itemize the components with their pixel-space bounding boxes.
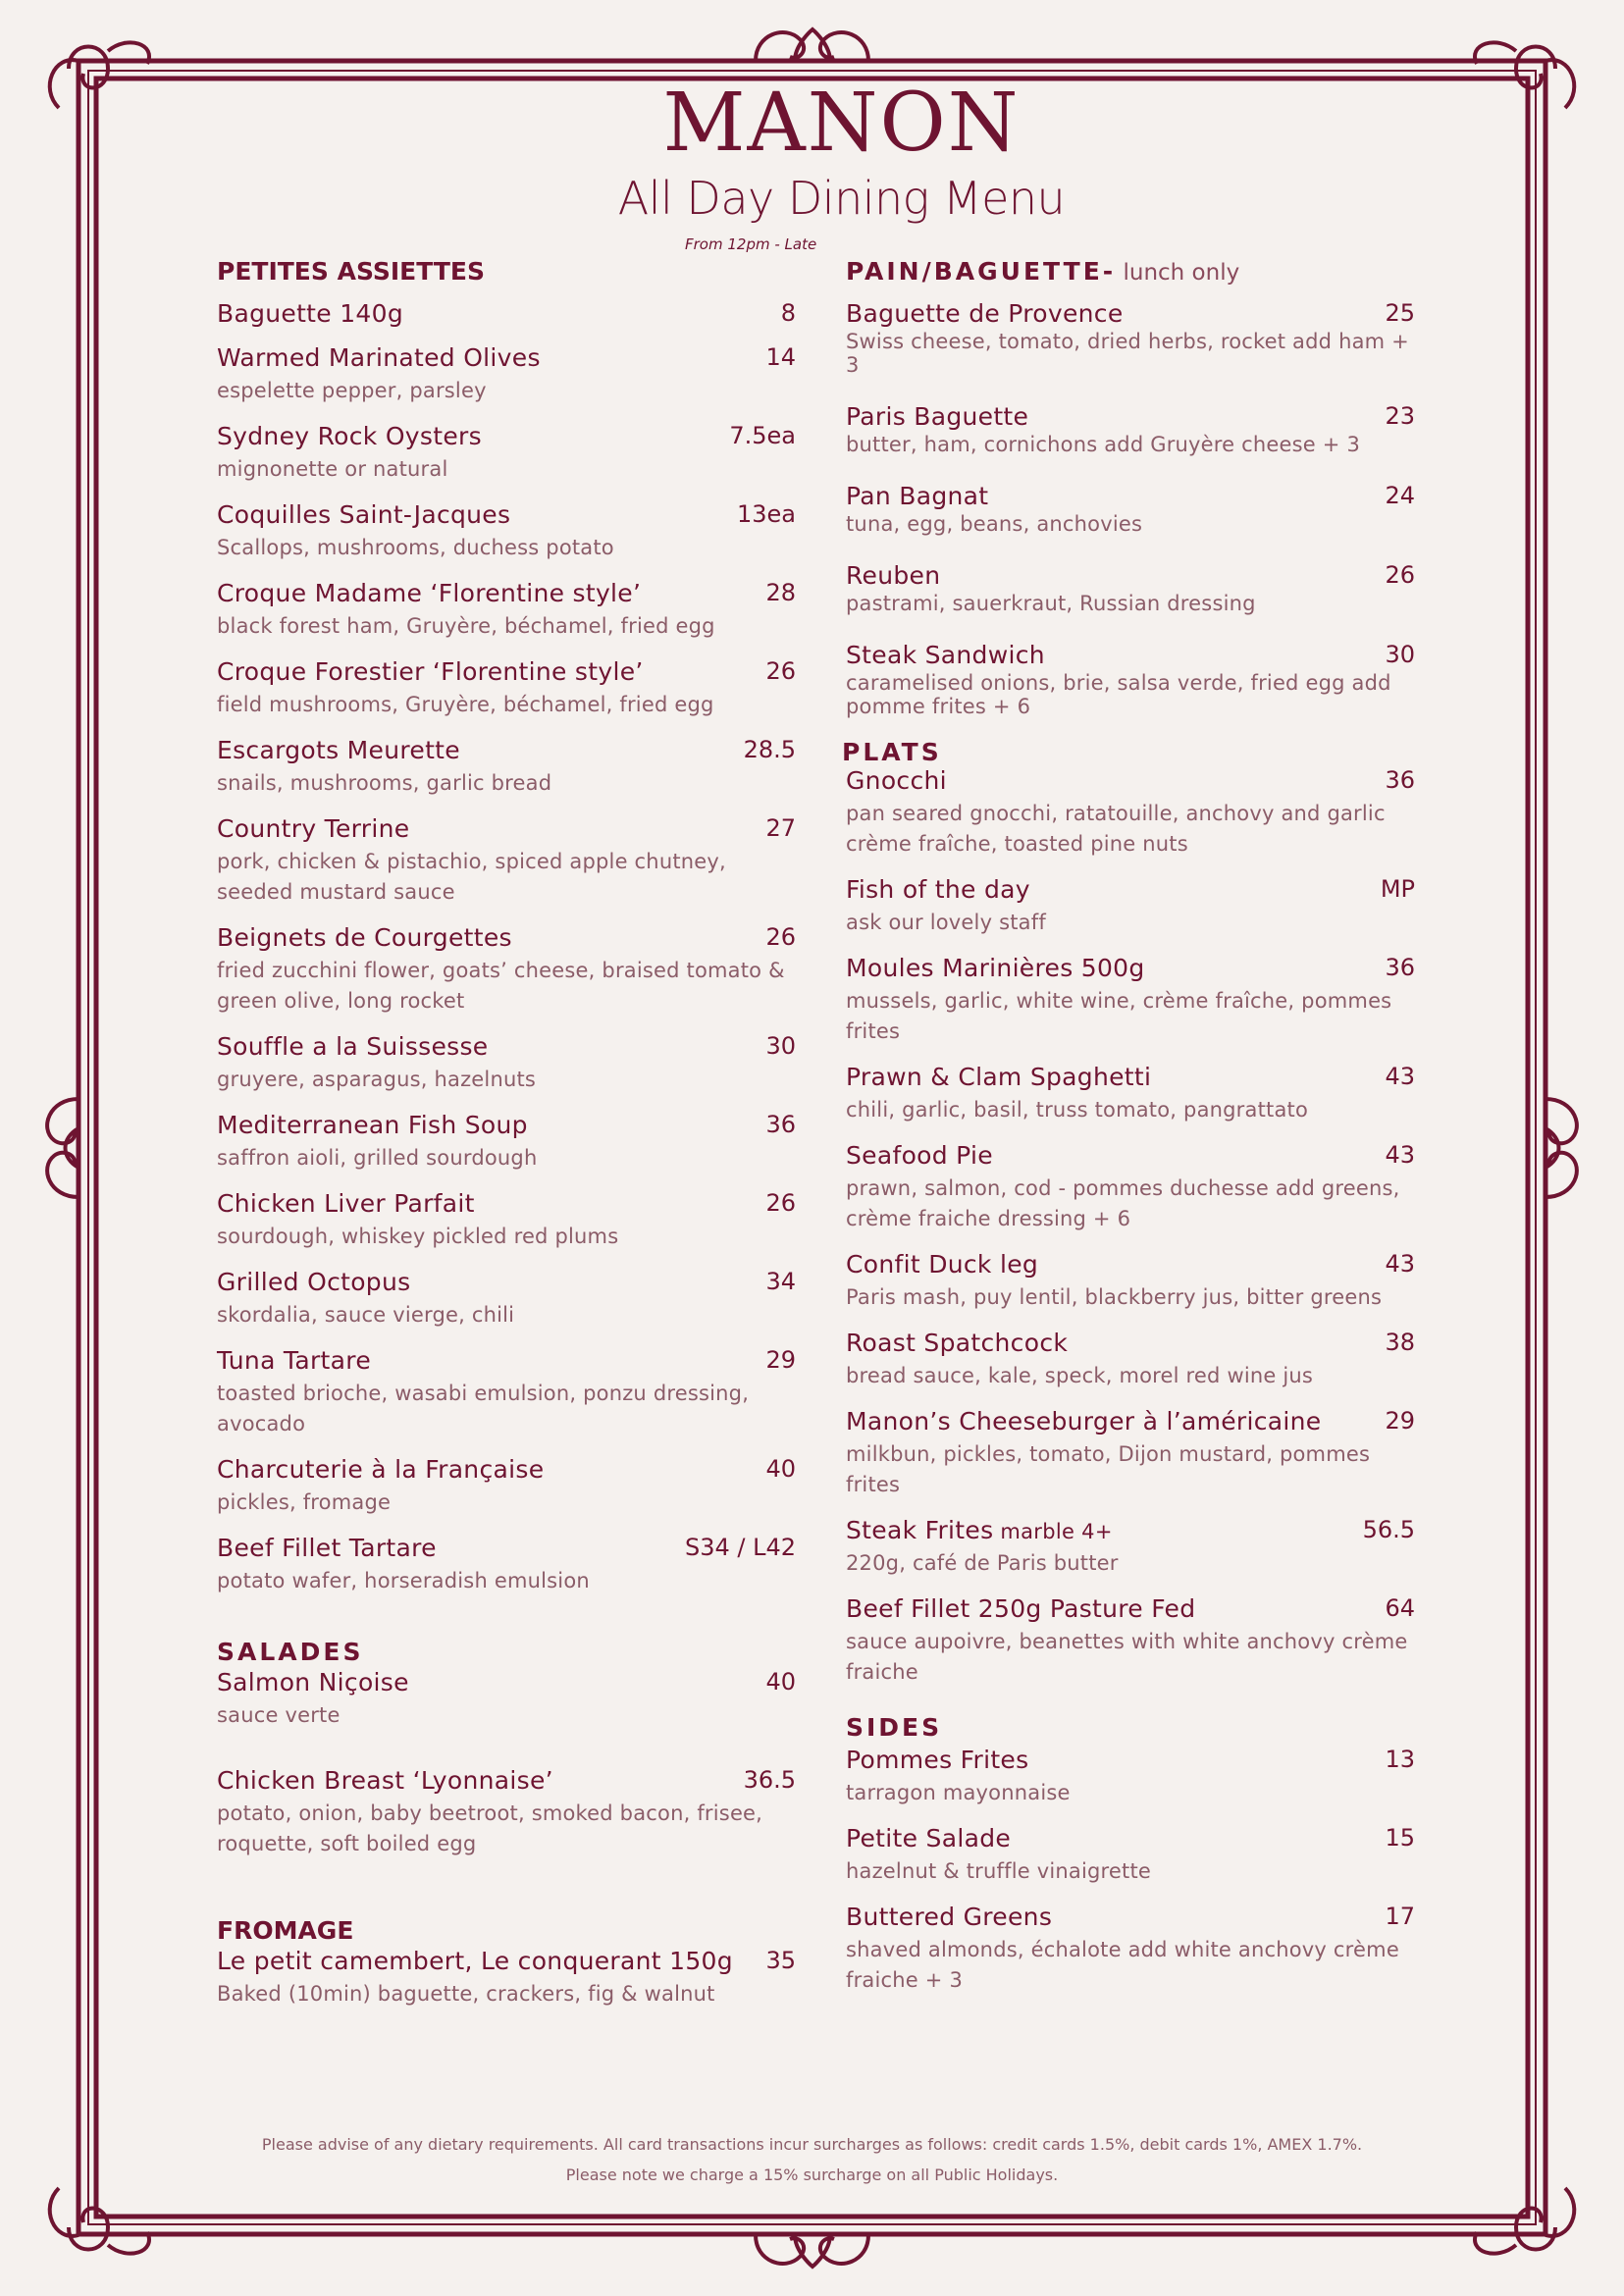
menu-item-name: Coquilles Saint-Jacques xyxy=(217,500,511,529)
menu-item-price: 8 xyxy=(780,299,796,327)
menu-item-name: Steak Frites marble 4+ xyxy=(846,1516,1113,1544)
menu-item-row xyxy=(846,641,1415,669)
menu-item-price: 15 xyxy=(1385,1824,1415,1852)
menu-item-row xyxy=(846,1746,1415,1774)
menu-item-row xyxy=(217,814,796,843)
menu-item-price: 7.5ea xyxy=(729,422,796,449)
menu-item-price: 29 xyxy=(765,1346,796,1374)
menu-item-row xyxy=(217,500,796,529)
menu-item-description: 220g, café de Paris butter xyxy=(846,1551,1119,1575)
menu-item-row xyxy=(846,875,1415,904)
menu-item-name: Manon’s Cheeseburger à l’américaine xyxy=(846,1407,1322,1435)
section-title-plats: PLATS xyxy=(842,738,942,766)
menu-item-name: Petite Salade xyxy=(846,1824,1012,1852)
menu-item-description: chili, garlic, basil, truss tomato, pangrattato xyxy=(846,1098,1308,1122)
menu-item xyxy=(846,1746,1415,1808)
menu-item-price: 26 xyxy=(765,657,796,685)
menu-item xyxy=(846,875,1415,938)
menu-item xyxy=(217,299,796,328)
menu-item-description: shaved almonds, échalote add white anchovy crème fraiche + 3 xyxy=(846,1938,1399,1992)
menu-item-row xyxy=(217,1346,796,1375)
menu-item xyxy=(217,1189,796,1252)
menu-header xyxy=(0,77,1624,225)
menu-item xyxy=(846,402,1415,456)
menu-item-name: Beef Fillet 250g Pasture Fed xyxy=(846,1594,1196,1623)
menu-item xyxy=(217,923,796,1017)
menu-item-row xyxy=(217,1111,796,1139)
menu-item xyxy=(217,579,796,642)
menu-item-description: pastrami, sauerkraut, Russian dressing xyxy=(846,592,1256,615)
menu-item-price: 43 xyxy=(1385,1250,1415,1278)
pain-baguette-list xyxy=(846,299,1415,718)
menu-item-name: Fish of the day xyxy=(846,875,1030,904)
menu-item-description: milkbun, pickles, tomato, Dijon mustard, pommes frites xyxy=(846,1442,1371,1496)
menu-item-description: ask our lovely staff xyxy=(846,911,1046,934)
menu-item-price: 43 xyxy=(1385,1141,1415,1169)
menu-item-description: espelette pepper, parsley xyxy=(217,379,487,402)
menu-item xyxy=(846,299,1415,377)
menu-item-price: 26 xyxy=(765,923,796,951)
menu-item-row xyxy=(846,1329,1415,1357)
menu-item-name: Chicken Breast ‘Lyonnaise’ xyxy=(217,1766,553,1795)
menu-item-row xyxy=(217,299,796,328)
menu-item-name: Pommes Frites xyxy=(846,1746,1029,1774)
menu-item xyxy=(846,1141,1415,1234)
menu-item-price: 38 xyxy=(1385,1329,1415,1356)
menu-item-name: Prawn & Clam Spaghetti xyxy=(846,1063,1152,1091)
menu-item-price: 23 xyxy=(1385,402,1415,430)
menu-item-description: field mushrooms, Gruyère, béchamel, fried egg xyxy=(217,693,714,716)
menu-item xyxy=(846,1903,1415,1996)
menu-item-price: 35 xyxy=(765,1947,796,1974)
menu-item-name: Mediterranean Fish Soup xyxy=(217,1111,528,1139)
right-column xyxy=(842,257,1415,2011)
section-title-sides: SIDES xyxy=(846,1713,943,1742)
menu-item xyxy=(217,814,796,908)
menu-item-price: 34 xyxy=(765,1268,796,1295)
brand-logo: MANON xyxy=(662,77,1021,170)
menu-item-description: pork, chicken & pistachio, spiced apple chutney, seeded mustard sauce xyxy=(217,850,726,904)
menu-item-price: 36 xyxy=(765,1111,796,1138)
menu-subtitle: All Day Dining Menu xyxy=(617,172,1066,225)
menu-item xyxy=(846,1407,1415,1500)
menu-item-row xyxy=(217,657,796,686)
menu-item-price: 30 xyxy=(1385,641,1415,668)
menu-item-row xyxy=(846,1824,1415,1852)
menu-item-name: Chicken Liver Parfait xyxy=(217,1189,475,1218)
section-title-fromage: FROMAGE xyxy=(217,1916,354,1945)
menu-item-price: 40 xyxy=(765,1455,796,1483)
menu-item-price: 26 xyxy=(765,1189,796,1217)
menu-item xyxy=(846,1329,1415,1391)
menu-item-row xyxy=(217,1455,796,1484)
menu-item-name: Warmed Marinated Olives xyxy=(217,343,541,372)
menu-item-row xyxy=(846,954,1415,982)
menu-item-price: 40 xyxy=(765,1668,796,1696)
menu-item-name: Charcuterie à la Française xyxy=(217,1455,545,1484)
menu-item xyxy=(217,1268,796,1331)
service-hours: From 12pm - Late xyxy=(685,235,817,253)
menu-item xyxy=(846,1824,1415,1887)
menu-item-extra: marble 4+ xyxy=(993,1520,1113,1543)
menu-item xyxy=(846,954,1415,1047)
menu-item-row xyxy=(846,1063,1415,1091)
menu-item-name: Grilled Octopus xyxy=(217,1268,411,1296)
menu-item xyxy=(846,766,1415,860)
menu-item-price: 56.5 xyxy=(1362,1516,1415,1543)
menu-item-description: sauce aupoivre, beanettes with white anchovy crème fraiche xyxy=(846,1630,1408,1684)
menu-item-name: Le petit camembert, Le conquerant 150g xyxy=(217,1947,733,1975)
menu-item-price: 36.5 xyxy=(743,1766,796,1794)
menu-item xyxy=(217,1111,796,1174)
menu-item-name: Beignets de Courgettes xyxy=(217,923,512,952)
menu-item-description: Scallops, mushrooms, duchess potato xyxy=(217,536,614,559)
menu-footer xyxy=(0,2129,1624,2190)
menu-item-price: 36 xyxy=(1385,766,1415,794)
menu-item xyxy=(217,1668,796,1731)
menu-item xyxy=(217,657,796,720)
section-title-petites-assiettes: PETITES ASSIETTES xyxy=(217,257,485,286)
menu-item-row xyxy=(217,422,796,450)
menu-item-name: Moules Marinières 500g xyxy=(846,954,1145,982)
menu-item-row xyxy=(217,1766,796,1795)
menu-item-row xyxy=(217,1189,796,1218)
menu-item-name: Souffle a la Suissesse xyxy=(217,1032,489,1061)
menu-item-name: Steak Sandwich xyxy=(846,641,1045,669)
menu-item-description: toasted brioche, wasabi emulsion, ponzu dressing, avocado xyxy=(217,1382,750,1435)
menu-item xyxy=(217,500,796,563)
menu-item-description: sourdough, whiskey pickled red plums xyxy=(217,1225,619,1248)
menu-item-description: prawn, salmon, cod - pommes duchesse add greens, crème fraiche dressing + 6 xyxy=(846,1176,1400,1230)
menu-item-row xyxy=(217,1668,796,1696)
sides-list xyxy=(846,1746,1415,1996)
menu-item-price: 29 xyxy=(1385,1407,1415,1435)
menu-item-price: 43 xyxy=(1385,1063,1415,1090)
menu-item-description: Paris mash, puy lentil, blackberry jus, bitter greens xyxy=(846,1285,1383,1309)
menu-item-price: 36 xyxy=(1385,954,1415,981)
menu-item-price: 28.5 xyxy=(743,736,796,763)
menu-item-description: black forest ham, Gruyère, béchamel, fried egg xyxy=(217,614,715,638)
menu-item xyxy=(217,1346,796,1439)
menu-item-description: potato, onion, baby beetroot, smoked bacon, frisee, roquette, soft boiled egg xyxy=(217,1801,763,1855)
lunch-only-note: lunch only xyxy=(1116,260,1240,286)
menu-item-row xyxy=(217,736,796,764)
menu-item-name: Roast Spatchcock xyxy=(846,1329,1069,1357)
menu-item-row xyxy=(846,1141,1415,1170)
menu-item xyxy=(217,422,796,485)
pain-baguette-title: PAIN/BAGUETTE- xyxy=(846,257,1117,286)
holiday-surcharge-note: Please note we charge a 15% surcharge on all Public Holidays. xyxy=(565,2166,1059,2184)
menu-item-name: Reuben xyxy=(846,561,941,590)
menu-item-description: fried zucchini flower, goats’ cheese, braised tomato & green olive, long rocket xyxy=(217,959,785,1013)
left-column xyxy=(217,257,796,2025)
menu-item-row xyxy=(846,1594,1415,1623)
menu-item-name: Confit Duck leg xyxy=(846,1250,1039,1278)
menu-item-description: bread sauce, kale, speck, morel red wine jus xyxy=(846,1364,1314,1387)
menu-item-description: pickles, fromage xyxy=(217,1490,392,1514)
menu-item-price: 13ea xyxy=(736,500,796,528)
menu-item-description: Swiss cheese, tomato, dried herbs, rocket add ham + 3 xyxy=(846,330,1409,377)
surcharge-note: Please advise of any dietary requirements. All card transactions incur surcharges as follows: credit cards 1.5%, debit cards 1%, AMEX 1.7%. xyxy=(261,2135,1363,2154)
menu-item-row xyxy=(846,1516,1415,1544)
menu-item-price: MP xyxy=(1380,875,1415,903)
menu-item-name: Seafood Pie xyxy=(846,1141,993,1170)
menu-item-description: potato wafer, horseradish emulsion xyxy=(217,1569,590,1592)
menu-item-description: hazelnut & truffle vinaigrette xyxy=(846,1859,1152,1883)
menu-item-name: Gnocchi xyxy=(846,766,947,795)
menu-item-row xyxy=(846,561,1415,590)
salades-list xyxy=(217,1668,796,1859)
menu-item-name: Buttered Greens xyxy=(846,1903,1053,1931)
menu-item-description: tuna, egg, beans, anchovies xyxy=(846,512,1143,536)
menu-item-name: Paris Baguette xyxy=(846,402,1029,431)
section-title-pain-baguette xyxy=(846,257,1415,286)
menu-item-price: 27 xyxy=(765,814,796,842)
menu-item xyxy=(846,1250,1415,1313)
menu-item-description: sauce verte xyxy=(217,1703,341,1727)
menu-item-description: caramelised onions, brie, salsa verde, fried egg add pomme frites + 6 xyxy=(846,671,1391,718)
petites-assiettes-list xyxy=(217,299,796,1596)
menu-item-row xyxy=(846,766,1415,795)
menu-item-price: 14 xyxy=(765,343,796,371)
menu-item-description: skordalia, sauce vierge, chili xyxy=(217,1303,515,1327)
menu-item xyxy=(846,1516,1415,1579)
menu-item-price: 64 xyxy=(1385,1594,1415,1622)
menu-item-row xyxy=(846,1250,1415,1278)
menu-item-description: pan seared gnocchi, ratatouille, anchovy and garlic crème fraîche, toasted pine nuts xyxy=(846,802,1386,856)
menu-item xyxy=(217,1534,796,1596)
menu-item-price: 13 xyxy=(1385,1746,1415,1773)
menu-item-row xyxy=(217,1268,796,1296)
menu-item-row xyxy=(217,579,796,607)
menu-item-description: snails, mushrooms, garlic bread xyxy=(217,771,552,795)
menu-item xyxy=(217,736,796,799)
menu-item-name: Pan Bagnat xyxy=(846,482,989,510)
menu-item-name: Sydney Rock Oysters xyxy=(217,422,482,450)
menu-item-row xyxy=(217,923,796,952)
menu-item-name: Beef Fillet Tartare xyxy=(217,1534,437,1562)
menu-item xyxy=(217,1766,796,1859)
menu-item-name: Tuna Tartare xyxy=(217,1346,371,1375)
menu-item-row xyxy=(217,1032,796,1061)
menu-item xyxy=(217,1947,796,2009)
menu-item-price: 28 xyxy=(765,579,796,606)
menu-item-name: Salmon Niçoise xyxy=(217,1668,409,1696)
menu-item xyxy=(846,1594,1415,1688)
menu-item xyxy=(846,561,1415,615)
menu-item-row xyxy=(846,1407,1415,1435)
menu-item-price: 30 xyxy=(765,1032,796,1060)
menu-item-name: Croque Forestier ‘Florentine style’ xyxy=(217,657,644,686)
menu-item-price: 25 xyxy=(1385,299,1415,327)
menu-item-description: mussels, garlic, white wine, crème fraîche, pommes frites xyxy=(846,989,1392,1043)
menu-item-description: mignonette or natural xyxy=(217,457,448,481)
menu-item-description: tarragon mayonnaise xyxy=(846,1781,1071,1804)
menu-item-description: Baked (10min) baguette, crackers, fig & walnut xyxy=(217,1982,715,2006)
menu-item-price: 17 xyxy=(1385,1903,1415,1930)
menu-item-price: 24 xyxy=(1385,482,1415,509)
menu-item xyxy=(217,1455,796,1518)
menu-item xyxy=(846,482,1415,536)
menu-item xyxy=(217,1032,796,1095)
menu-item xyxy=(846,1063,1415,1125)
menu-item-name: Baguette 140g xyxy=(217,299,403,328)
menu-item-description: saffron aioli, grilled sourdough xyxy=(217,1146,538,1170)
menu-item-name: Baguette de Provence xyxy=(846,299,1124,328)
menu-item-row xyxy=(846,402,1415,431)
section-title-salades: SALADES xyxy=(217,1638,364,1666)
menu-item-row xyxy=(217,343,796,372)
menu-item-description: butter, ham, cornichons add Gruyère cheese + 3 xyxy=(846,433,1361,456)
menu-item-price: 26 xyxy=(1385,561,1415,589)
menu-item-row xyxy=(217,1947,796,1975)
menu-item-name: Croque Madame ‘Florentine style’ xyxy=(217,579,642,607)
plats-list xyxy=(846,766,1415,1688)
menu-item-row xyxy=(846,482,1415,510)
menu-item-row xyxy=(217,1534,796,1562)
fromage-list xyxy=(217,1947,796,2009)
menu-item-row xyxy=(846,1903,1415,1931)
menu-item xyxy=(217,343,796,406)
menu-item-price: S34 / L42 xyxy=(684,1534,796,1561)
menu-item xyxy=(846,641,1415,718)
menu-item-row xyxy=(846,299,1415,328)
menu-item-name: Escargots Meurette xyxy=(217,736,460,764)
menu-item-description: gruyere, asparagus, hazelnuts xyxy=(217,1068,537,1091)
menu-item-name: Country Terrine xyxy=(217,814,410,843)
